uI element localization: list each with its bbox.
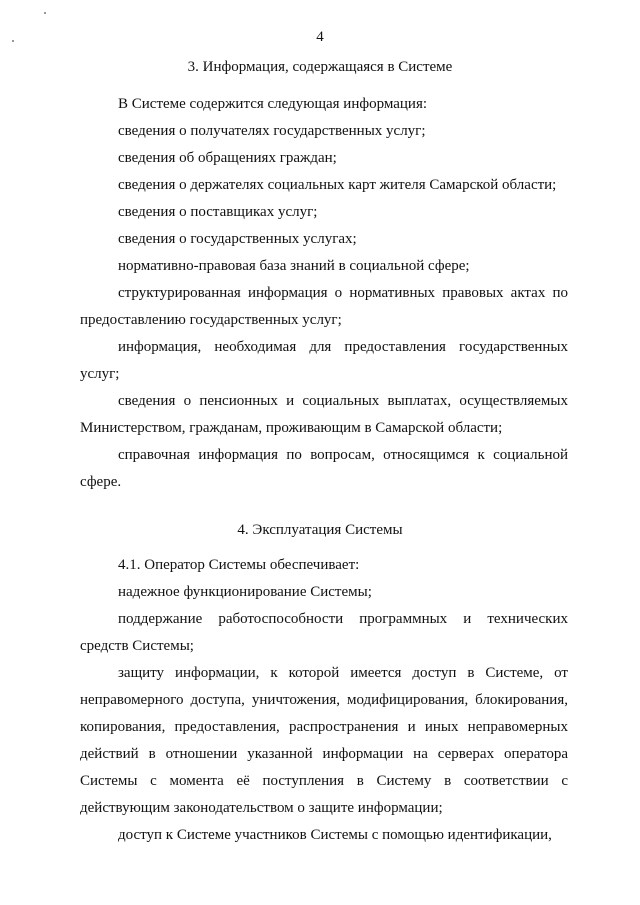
paragraph: защиту информации, к которой имеется доступ в Системе, от неправомерного доступа, уничтожения, модифицирования, блокирования, копирования, предоставления, распространения и иных неправомерных действий в отношении указанной информации на серверах оператора Системы с момента её поступления в Систему в соответствии с действующим законодательством о защите информации; [80,665,568,816]
paragraph: сведения о государственных услугах; [118,231,357,247]
paragraph: 4.1. Оператор Системы обеспечивает: [118,557,360,573]
section-3-body [80,91,568,496]
paragraph: сведения об обращениях граждан; [118,150,337,166]
paragraph: надежное функционирование Системы; [118,584,372,600]
section-3-title: 3. Информация, содержащаяся в Системе [187,59,453,75]
paragraph: справочная информация по вопросам, относящимся к социальной сфере. [80,447,568,490]
paragraph: информация, необходимая для предоставления государственных услуг; [80,339,568,382]
paragraph: сведения о получателях государственных услуг; [118,123,426,139]
paragraph: сведения о пенсионных и социальных выплатах, осуществляемых Министерством, гражданам, проживающим в Самарской области; [80,393,568,436]
paragraph: сведения о поставщиках услуг; [118,204,318,220]
paragraph: доступ к Системе участников Системы с помощью идентификации, [118,827,552,843]
section-4-title: 4. Эксплуатация Системы [237,522,403,538]
paragraph: поддержание работоспособности программных и технических средств Системы; [80,611,568,654]
paragraph: сведения о держателях социальных карт жителя Самарской области; [118,177,557,193]
page-number: 4 [316,29,324,45]
paragraph: структурированная информация о нормативных правовых актах по предоставлению государственных услуг; [80,285,568,328]
scan-speck [44,12,46,14]
paragraph: В Системе содержится следующая информация: [118,96,428,112]
section-4-body [80,552,568,849]
paragraph: нормативно-правовая база знаний в социальной сфере; [118,258,470,274]
